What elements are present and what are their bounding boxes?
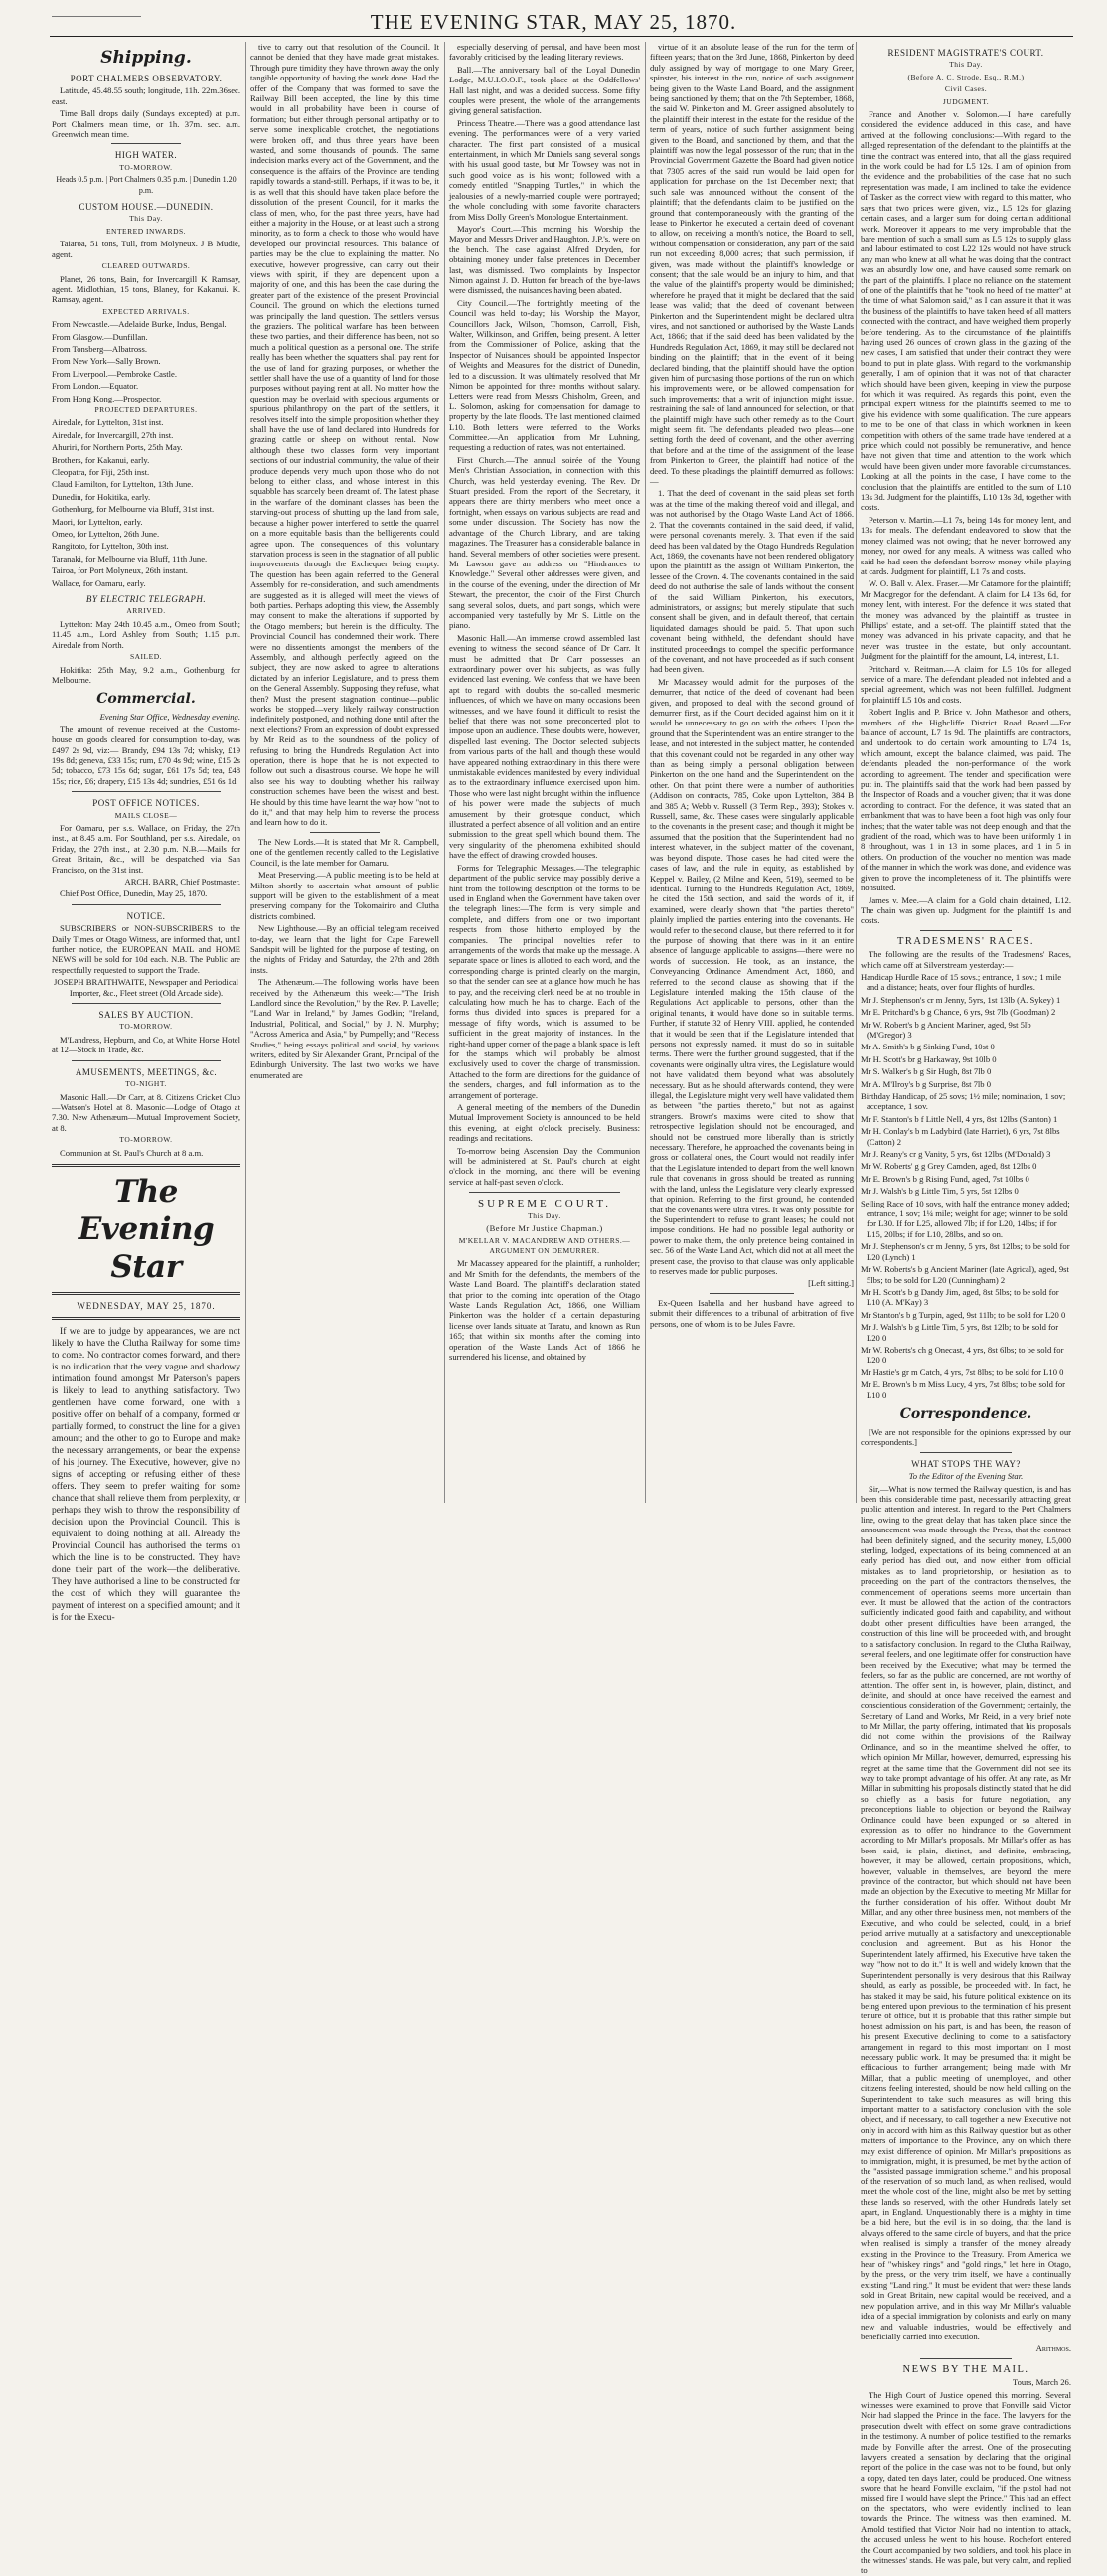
news-item: Ex-Queen Isabella and her husband have agreed to submit their differences to a tribunal of arbitration of five persons, one of whom is to be Jules Favre.: [650, 1297, 854, 1329]
news-item: A general meeting of the members of the Dunedin Mutual Improvement Society is announced to be held this evening, at eight o'clock precisely. Business: readings and recitations.: [449, 1102, 640, 1144]
entered-text: Taiaroa, 51 tons, Tull, from Molyneux. J B Mudie, agent.: [52, 239, 240, 259]
post-office-heading: POST OFFICE NOTICES.: [92, 798, 200, 809]
news-item: The Athenæum.—The following works have been received by the Athenæum this week:—"The Irish Landlord since the Revolution," by the Rev. P. Lavelle; "Land War in Ireland," by James Godkin; "Ireland, Industrial, Political, and Social," by J. N. Murphy; "Across America and Asia," by Pumpelly; and "Recess Studies," being essays political and social, by various writers, edited by Sir Alexander Grant, Principal of the Edinburgh University. The last two works we have enumerated are: [250, 977, 439, 1080]
news-item: Ball.—The anniversary ball of the Loyal Dunedin Lodge, M.U.I.O.O.F., took place at the Oddfellows' Hall last night, and was a decided success. Some fifty couples were present, the whole of the arrangements giving general satisfaction.: [449, 64, 640, 116]
supreme-court-heading: SUPREME COURT.: [477, 1198, 612, 1210]
divider: [920, 930, 1012, 931]
news-item: especially deserving of perusal, and have been most favorably criticised by the leading literary reviews.: [449, 42, 640, 63]
list-item: Dunedin, for Hokitika, early.: [52, 491, 151, 502]
masthead: [0, 0, 1107, 40]
news-by-mail-heading: NEWS BY THE MAIL.: [902, 2363, 1029, 2375]
divider: [72, 1060, 221, 1061]
court-text-demurrer: 1. That the deed of covenant in the said pleas set forth was at the time of the making thereof void and illegal, and was not authorised by the Otago Waste Land Act of 1866. 2. That the covenants contained in the said deed, if valid, were personal covenants merely. 3. That even if the said deed has been validated by the Otago Hundreds Regulation Act, 1869, the covenants have not been rendered obligatory upon the plaintiff as the assign of William Pinkerton, the lessee of the Crown. 4. The covenants contained in the said deed do not authorise the sale of lands without the consent of the said William Pinkerton, his executors, administrators, or assigns; but merely stipulate that such consent shall be given, and in default thereof, that certain liquidated damages should be paid. 5. That upon such covenant being withheld, the defendant should have instituted proceedings to compel the specific performance of the covenant, and not have proceeded as if such consent had been given.: [650, 488, 854, 675]
divider: [111, 143, 181, 144]
list-item: From London.—Equator.: [52, 381, 139, 392]
list-item: Brothers, for Kakanui, early.: [52, 454, 150, 465]
list-item: From Tonsberg—Albatross.: [52, 343, 147, 354]
list-item: Maori, for Lyttelton, early.: [52, 516, 143, 527]
race-result: Mr Stanton's b g Turpin, aged, 9st 11lb; to be sold for L20 0: [861, 1309, 1066, 1320]
list-item: Tairoa, for Port Molyneux, 26th instant.: [52, 565, 188, 576]
list-item: Ahuriri, for Northern Ports, 25th May.: [52, 442, 183, 453]
court-case: Peterson v. Martin.—L1 7s, being 14s for money lent, and 13s for meals. The defendant endeavored to show that the money claimed was not owing; that he never borrowed any money, nor owed for any meals. A witness was called who said he had seen the defendant borrow money while playing at cards. Judgment for plaintiff, L1 7s and costs.: [861, 514, 1071, 576]
race-result: Mr F. Stanton's b f Little Nell, 4 yrs, 8st 12lbs (Stanton) 1: [861, 1113, 1058, 1124]
race-result: Mr W. Roberts's ch g Onecast, 4 yrs, 8st 6lbs; to be sold for L20 0: [861, 1344, 1064, 1366]
court-case: France and Another v. Solomon.—I have carefully considered the evidence adduced in this case, and have arrived at the following conclusions:—With regard to the alleged representation of the defendant to the plaintiffs at the time the contract was entered into, that all the glass required in the work could be had for L5 12s. I am of opinion from the evidence and the probabilities of the case that no such representation was made, I am inclined to take the evidence of Tasker as the correct view with regard to this matter, who says that two prices were given, viz., L5 12s for glazing certain cases, and a larger sum for doing certain additional work. Moreover it appears to me very improbable that the bare mention of such a small sum as L5 12s to supply glass and labour estimated to cost L22 12s would not have struck any man who knew at all what he was doing that the contract was an absurdly low one, and have caused some remark on the part of the plaintiffs. I place no reliance on the statement of one of the plaintiffs that he "took no heed of the matter" at the time of what Salomon said," as I can assure it that it was the business of the plaintiffs to have taken heed of all matters connected with the contract, and have weighed them properly before tendering. As to the circumstance of the plaintiffs having used 26 ounces of crown glass in the glazing of the new cases, I am satisfied that under their contract they were bound to put in plate glass. With regard to the workmanship generally, I am of opinion that it was not of that character which should have been given, keeping in view the purpose for which it was required. As regards this point, even the principal expert witness for the plaintiffs seemed to me to give his evidence with some qualification. The cure appears to me to be one of that class in which workmen in keen competition with others of the same trade have tendered at a price which could not possibly be remunerative, and hence have not given that time and attention to the work which would have been given under more favorable circumstances. Looking at all the points in the case, I have come to the conclusion that the plaintiffs are entitled to the sum of L10 13s 3d. Judgment for the plaintiffs, L10 13s 3d, together with costs.: [861, 109, 1071, 513]
page-title: THE EVENING STAR, MAY 25, 1870.: [370, 10, 737, 34]
letter-text: Sir,—What is now termed the Railway question, is and has been this considerable time past, necessarily attracting great public attention and interest. In regard to the Port Chalmers line, owing to the great delay that has taken place since the announcement was made through the Press, that the contract had been definitely signed, and the security money, L5,000 sterling, lodged, expectations of its being commenced at an early period has died out, and now either from official mistakes as to land proprietorship, or hesitation as to proceeding on the part of the contractors themselves, the commencement of operations seems more uncertain than ever. It must be allowed that the action of the contractors sufficiently indicated good faith and capability, and without doubt other present difficulties have been arranged, the construction of this line will be proceeded with, and brought to a satisfactory conclusion. In regard to the Clutha Railway, several feelers, and one legitimate offer for construction have been received by the Executive; what may be termed the feelers, so far as the public are concerned, are not worthy of attention. The offer sent in, is however, plain, distinct, and definite, and should at once have received the earnest and conscientious consideration of the Government; certainly, the Secretary of Land and Works, Mr Reid, in a very brief note to Mr Millar, the party offering, intimated that his proposals did not come within the provisions of the Railway Ordinance, and so in the meantime shelved the offer, to which opinion Mr Millar, however, demurred, expressing his regret at the same time that the Government did not see its way to take prompt advantage of his offer. At any rate, as Mr Millar in submitting his proposals distinctly stated that he did so chiefly as a basis for future negotiation, any preconceptions liable to objection or beyond the Railway Ordinance could have been expunged or so altered in expression as to offer no hindrance to the Government according to Mr Millar's proposals. Mr Millar's offer as has been said, is plain, distinct, and definite, embracing, however, it may be allowed, certain propositions, which, however, valuable in themselves, are beyond the mere province of the contractor, but which should not have been made an objection by the Executive to meeting Mr Millar for the further consideration of his offer. Without doubt Mr Millar, and any other three business men, not members of the Executive, and who could be selected, could, in a brief period arrive mutually at a satisfactory and unexceptionable conclusion and agreement. But as his Honor the Superintendent lately affirmed, his Executive have taken the way "how not to do it." It is well and widely known that the Superintendent personally is very desirous that this Railway should, as early as possible, be proceeded with. In fact, he has staked it may be said, his future political existence on its being entered upon previous to the termination of his present tenure of office, but it is probable that this rather simple but honest admission on his part, is and has been, the reason of his present Executive declining to come to a satisfactory arrangement in regard to this most important on I most necessary public work. It may be presumed that it might be efficacious to further arrangement; being made with Mr Millar, that a public meeting of unemployed, and other citizens feeling interested, should be now held calling on the Superintendent to take such measures as will bring this important matter to a satisfactory conclusion with the sole object, and if necessary, to call together a new Executive not only in accord with him as this Railway question but as other matters of importance to the Province, any on which there may exist difference of opinion. Mr Millar's propositions as to immigration, might, it is presumed, be met by the action of the "assisted passage immigration scheme," and his proposal of the reservation of so much land, as when realised, would meet the whole cost of the line, might also be met by setting these lands so reserved, with the other Hundreds lately set apart, in England. Unquestionably there is a mighty in time be a bid here, but the evil is in so doing, that the land is always offered to the same circle of buyers, and that the price when realised is simply a transfer of the money already existing in the Province to the Treasury. From America we hear of "whiskey rings" and "gold rings," let here in Otago, by the press, or the very trim itself, we have a continually existing "Land ring." It must be evident that were these lands sold in Great Britain, new capital would be received, and a new population arrive, and in this way Mr Millar's valuable idea of a special immigration by colonists and early on many new and valuable industries, would be effectively and beneficially carried into execution.: [861, 1483, 1071, 2341]
race-result: Mr H. Scott's b g Dandy Jim, aged, 8st 5lbs; to be sold for L10 (A. M'Kay) 3: [861, 1286, 1059, 1308]
observatory-text: Latitude, 45.48.55 south; longitude, 11h. 22m.36sec. east.: [52, 85, 240, 106]
race-result: Mr A. Smith's b g Sinking Fund, 10st 0: [861, 1042, 995, 1052]
judgment-heading: JUDGMENT.: [942, 96, 990, 106]
leader-article: [52, 1326, 240, 1624]
commercial-text: The amount of revenue received at the Customs-house on goods cleared for consumption to-day, was £497 2s 9d, viz:— Brandy, £94 13s 7d; whisky, £19 19s 8d; geneva, £33 15s; rum, £70 4s 9d; wine, £15 2s 5d; tobacco, £73 15s 6d; sugar, £61 17s 5d; tea, £48 15s; rice, £6; drapery, £15 13s 4d; sundries, £51 6s 1d.: [52, 724, 240, 786]
projected-list: [52, 417, 240, 588]
divider: [72, 904, 221, 905]
race-result: Mr E. Brown's b g Rising Fund, aged, 7st 10lbs 0: [861, 1173, 1029, 1184]
court-case: James v. Mee.—A claim for a Gold chain detained, L12. The chain was given up. Judgment for the plaintiff 1s and costs.: [861, 894, 1071, 926]
list-item: From Newcastle.—Adelaide Burke, Indus, Bengal.: [52, 319, 227, 330]
high-water-heading: HIGH WATER.: [114, 150, 178, 161]
news-item: Mayor's Court.—This morning his Worship the Mayor and Messrs Driver and Haughton, J.P.'s, were on the bench. The case against Alfred Dryden, for obtaining money under false pretences in December last, was dismissed. Two complaints by Inspector Nimon against J. D. Hutton for breach of the bye-laws were dismissed, the nuisances having been abated.: [449, 223, 640, 296]
news-item: New Lighthouse.—By an official telegram received to-day, we learn that the light for Cape Farewell Sandspit will be lighted for the purpose of testing, on the nights of Friday and Saturday, the 27th and 28th insts.: [250, 923, 439, 975]
correspondence-note: [We are not responsible for the opinions expressed by our correspondents.]: [861, 1426, 1071, 1448]
post-office-text: For Oamaru, per s.s. Wallace, on Friday, the 27th inst., at 8.45 a.m. For Southland, per s.s. Airedale, on Friday, the 27th inst., at 2.30 p.m. N.B.—Mails for Great Britain, &c., will be despatched via San Francisco, on the 31st inst.: [52, 822, 240, 875]
news-item: Princess Theatre.—There was a good attendance last evening. The performances were of a very varied character. The first part consisted of a musical entertainment, in which Mr Daniels sang several songs with his usual good taste, but Mr Towsey was not in such good voice as is his wont; followed with a comedy entitled "Snapping Turtles," in which the jealousies of a newly-married couple were portrayed; the whole concluding with some favorite characters from Miss Dolly Green's Monologue Entertainment.: [449, 117, 640, 222]
cleared-heading: CLEARED OUTWARDS.: [101, 261, 191, 271]
news-date: Tours, March 26.: [1012, 2377, 1071, 2388]
court-text: Mr Macassey appeared for the plaintiff, a runholder; and Mr Smith for the defendants, the members of the Waste Land Board. The plaintiff's declaration stated that prior to the coming into operation of the Otago Waste Lands Regulation Act, 1866, one William Pinkerton was the holder of a certain depasturing license over lands situate at Taratu, and known as Run 165; that within six months after the coming into operation of the Waste Lands Act of 1866 he surrendered his license, and obtained by: [449, 1258, 640, 1362]
list-item: Wallace, for Oamaru, early.: [52, 577, 146, 588]
race-result: Mr H. Scott's br g Harkaway, 9st 10lb 0: [861, 1053, 997, 1064]
amusements-sub-2: TO-MORROW.: [119, 1135, 173, 1145]
high-water-sub: TO-MORROW.: [119, 162, 173, 172]
double-rule: [52, 1164, 240, 1167]
shipping-title: Shipping.: [100, 48, 192, 68]
evening-star-banner: The Evening Star: [78, 1173, 215, 1285]
amusements-text-2: Communion at St. Paul's Church at 8 a.m.: [60, 1147, 204, 1158]
column-rule: [444, 42, 445, 1503]
column-rule: [856, 42, 857, 1503]
letter-heading: WHAT STOPS THE WAY?: [911, 1458, 1021, 1469]
race-result: Mr H. Conlay's b m Ladybird (late Harriet), 6 yrs, 7st 8lbs (Catton) 2: [861, 1126, 1060, 1147]
letter-to: To the Editor of the Evening Star.: [908, 1471, 1024, 1482]
commercial-date: Evening Star Office, Wednesday evening.: [99, 712, 240, 723]
arrived-sub: ARRIVED.: [126, 606, 166, 616]
race-result: Mr J. Walsh's b g Little Tim, 5 yrs, 8st 12lb; to be sold for L20 0: [861, 1322, 1059, 1343]
arrived-text: Lyttelton: May 24th 10.45 a.m., Omeo from South; 11.45 a.m., Lord Ashley from South; 1.15 p.m. Airedale from North.: [52, 618, 240, 650]
race-result: Mr J. Stephenson's cr m Jenny, 5 yrs, 8st 12lbs; to be sold for L20 (Lynch) 1: [861, 1241, 1070, 1262]
expected-heading: EXPECTED ARRIVALS.: [102, 306, 190, 316]
race-result: Mr W. Roberts's b g Ancient Mariner (late Agrical), aged, 9st 5lbs; to be sold for L20 (Cunningham) 2: [861, 1264, 1069, 1285]
observatory-text-2: Time Ball drops daily (Sundays excepted) at p.m. Port Chalmers mean time, or 1h. 37m. sec. a.m. Greenwich mean time.: [52, 108, 240, 140]
divider: [310, 832, 380, 833]
column-5: [861, 42, 1071, 2576]
letter-sign: Arithmos.: [1035, 2343, 1071, 2354]
race-result: Mr J. Walsh's b g Little Tim, 5 yrs, 5st 12lbs 0: [861, 1186, 1019, 1197]
amusements-sub: TO-NIGHT.: [125, 1079, 167, 1089]
tides-line: Heads 0.5 p.m. | Port Chalmers 0.35 p.m. | Dunedin 1.20 p.m.: [56, 175, 237, 195]
telegraph-heading: BY ELECTRIC TELEGRAPH.: [85, 594, 207, 605]
customs-heading: CUSTOM HOUSE.—DUNEDIN.: [79, 202, 214, 213]
column-1: [52, 42, 240, 1624]
list-item: Cleopatra, for Fiji, 25th inst.: [52, 467, 150, 477]
case-title: M'KELLAR V. MACANDREW AND OTHERS.—ARGUMENT ON DEMURRER.: [458, 1235, 631, 1255]
news-item: The New Lords.—It is stated that Mr R. Campbell, one of the gentlemen recently called to the Legislative Council, is the late member for Oamaru.: [250, 836, 439, 868]
sailed-sub: SAILED.: [129, 652, 163, 662]
expected-list: [52, 319, 240, 403]
correspondence-title: Correspondence.: [899, 1405, 1032, 1422]
commercial-title: Commercial.: [96, 691, 196, 708]
list-item: Taranaki, for Melbourne via Bluff, 11th June.: [52, 553, 208, 564]
races-intro: The following are the results of the Tradesmens' Races, which came off at Silverstream yesterday:—: [861, 949, 1071, 970]
double-rule: [52, 1292, 240, 1295]
left-sitting: [Left sitting.]: [808, 1278, 854, 1289]
sales-heading: SALES BY AUCTION.: [98, 1010, 194, 1021]
news-item: To-morrow being Ascension Day the Communion will be administered at St. Paul's church at eight o'clock in the morning, and there will be evening service at half-past seven o'clock.: [449, 1145, 640, 1187]
observatory-heading: PORT CHALMERS OBSERVATORY.: [70, 74, 223, 83]
customs-sub: This Day.: [129, 214, 163, 224]
notice-heading: NOTICE.: [126, 910, 166, 921]
race-result: Mr Hastie's gr m Catch, 4 yrs, 7st 8lbs; to be sold for L10 0: [861, 1367, 1064, 1377]
court-case: W. O. Ball v. Alex. Fraser.—Mr Catamore for the plaintiff; Mr Macgregor for the defendant. A claim for L4 13s 6d, for money lent, with interest. For the defence it was stated that the money was advanced by the plaintiff as trustee in Phillips' estate, and a set-off. The plaintiff stated that the money was advanced in his private capacity, and that he never was trustee in the estate, but only accountant. Judgment for the plaintiff for the amount, L4, interest, L1.: [861, 578, 1071, 662]
rm-court-sub: This Day.: [949, 60, 983, 70]
divider: [72, 1003, 221, 1004]
supreme-court-judge: (Before Mr Justice Chapman.): [486, 1223, 603, 1234]
sailed-text: Hokitika: 25th May, 9.2 a.m., Gothenburg for Melbourne.: [52, 664, 240, 685]
list-item: From New York—Sally Brown.: [52, 356, 161, 367]
amusements-text: Masonic Hall.—Dr Carr, at 8. Citizens Cricket Club—Watson's Hotel at 8. Masonic—Lodge of Otago at 7.30. New Athenæum—Mutual Improvement Society, at 8.: [52, 1091, 240, 1133]
race-result: Mr W. Robert's b g Ancient Mariner, aged, 9st 5lb (M'Gregor) 3: [861, 1019, 1031, 1040]
rm-court-heading: RESIDENT MAGISTRATE'S COURT.: [887, 48, 1044, 58]
entered-heading: ENTERED INWARDS.: [105, 226, 187, 236]
divider: [920, 2358, 1012, 2359]
editorial-continued: tive to carry out that resolution of the Council. It cannot be denied that they have made great mistakes. Through pure timidity they have thrown away the only tangible opportunity of having the work done. Had the offer of the Company that was formed to save the Railway Bill been accepted, the line by this time would in all probability have been in course of formation; but either through personal antipathy or to serve some inexplicable crotchet, the negotiations were broken off, and thus three years have been wasted, and some thousands of pounds. The same indecision marks every act of the Government, and the consequence is the affairs of the Province are tending rapidly towards a stand-still. Perhaps, if it was to be, it is as well that this should have taken place before the dissolution of the present Council, for it marks the class of men, who, for the past three years, have had either a majority in the House, or at least such a strong minority, as to form a check to those who would have developed our provincial resources. This balance of parties may be the clue to explaining the matter. No executive, however progressive, can carry out their views with spirit, if they are dependent upon a majority of one, and this has been the case during the greater part of the existence of the present Provincial Council. The ground on which the elections turned was principally the land question. The settlers versus the graziers. The political warfare has been between these two parties, and their difference has been, not so much a political question as a personal one. The strife really has been whether the squatters shall pay rent for the use of land for grazing purposes, or whether the settler shall have the use of a quantity of land for those purposes without paying rent at all. No matter how the question may be overlaid with specious arguments or spurious philanthropy on the part of the settlers, it resolves itself into the simple proposition whether they shall have the use of land declared into Hundreds for grazing cattle or sheep on without rental. Now although these two classes form very important sections of our industrial community, the value of their produce depends very much upon those who do not belong to either class, and whose interest in this squabble has scarcely been dreamt of. The latest phase in the warfare of the dominant classes has been the starving-out process of shutting up the land from sale, because a higher power interfered to settle the quarrel on a more equitable basis than the belligerents could agree upon. The consequences of this voluntary starvation process is seen in the stagnation of all public improvements through the Exchequer being empty. The question has been again referred to the General Assembly for re-consideration, and such amendments are suggested as it is alleged will meet the views of both parties. Perhaps adopting this view, the Assembly may consent to make the alterations if supported by the Otago members; but herein is the difficulty. The Provincial Council has condemned their work. There were no dissentients amongst the members of the Assembly, and although perfectly agreed on the subject, they are now asked to agree to alterations dictated by an inferior Legislature, and to press them on the General Assembly. Supposing they refuse, what then? Must the present stagnation continue—public works be stopped—very likely railway construction indefinitely postponed, and nothing done until after the next elections? From an expression of doubt expressed by Mr Reid as to the soundness of the policy of refusing to bring the Hundreds Regulation Act into operation, there is hope that he is not expected to follow out such a disastrous course. We hope he will also see his way to doubting whether his railway construction schemes have been the wisest and best. He should by this time have learnt the way how "not to do it," and that may help him to reverse the process and learn how to do it.: [250, 42, 439, 828]
court-text-argument: Mr Macassey would admit for the purposes of the demurrer, that notice of the deed of covenant had been given, and proposed to deal with the second ground of demurrer first, as if the Court decided against him on it it would be unnecessary to go on with the others. Upon the ground that the Superintendent was an entire stranger to the lease, and not interested in the subject matter, he contended that this covenant could not be regarded in any other way than as being simply a personal obligation between Pinkerton on the one hand and the Superintendent on the other. On that point there were a number of authorities (Addison on contracts, 785, Coke upon Lyttelton, 384 B and 385 A; Webb v. Russell (3 Term Rep., 393); Stokes v. Russell, same, &c. These cases were singularly applicable to the covenants in the present case; and though it might be assumed that the position that the Superintendent had no interest whatever, in the subject matter of the covenant, was beyond dispute. Those cases he had cited were the cases of law, and the rule in equity, as established by Keppel v. Bailey, (2 Milne and Keen, 519), seemed to be identical. Turning to the Hundreds Regulation Act, 1869, he cited the 15th section, and said the words of it, if examined, were clearly shown that "the parties thereto" plainly implied the parties entering into the covenants. He would refer to the second clause, but there referred to it for the purpose of showing that there was in it an entire absence of language applicable to assigns—there were no words of succession. He took, as an instance, the Conveyancing Ordinance Amendment Act, 1860, and referred to the second clause as showing that if the Legislature intended making the 15th clause of the Regulations Act applicable to persons, other than the original tenants, it would have done so in suitable terms. Further, if statute 32 of Henry VIII. applied, he contended that it would be seen that if the Legislature intended that persons not expressly named, it must do so in suitable terms. There were the further ground suggested, that if the covenants were originally ultra vires, the Legislature would not have validated them beyond what was absolutely necessary. But as he should afterwards contend, they were illegal, the Legislature might very well have validated them as between "the parties thereto," but not as against strangers. Brown's maxims were cited to show that retrospective legislation should not be encouraged, and should not be construed more liberally than is strictly necessary. Therefore, he approached the covenants being in gross or collateral ones, the Court would not readily infer that the Legislature intended to depart from the well known rule that covenants in gross should be treated as running with the land, unless the Legislature very clearly expressed that opinion. Referring to the first ground, he contended that the covenants were ultra vires. It was only possible for the Superintendent to refuse to grant leases; he could not impose conditions. He had no possible legal authority or power to make them, the only pretence being contained in sec. 56 of the Waste Land Act, which did not at all meet the present case, the proviso to that clause was only applicable to reserves made for public purposes.: [650, 676, 854, 1276]
divider: [72, 791, 221, 792]
news-item: Masonic Hall.—An immense crowd assembled last evening to witness the second séance of Dr Carr. It must be admitted that Dr Carr possesses an extraordinary power over his subjects, as was fully evidenced last evening. We confess that we have been apt to regard with doubts the so-called mesmeric influences, of which we have on many occasions been witnesses, and we have found it difficult to resist the belief that there was not some preconcerted plot to impose upon an audience. These doubts were, however, dispelled last evening. The Doctor selected subjects from various parts of the hall, and though these would have appeared nothing extraordinary in this there were unmistakable evidences manifested by every individual as to the extraordinary influence exercised upon him. Those who were last night brought within the influence of his power were made the subjects of much amusement by their grotesque conduct, which illustrated a perfect absence of all volition and an entire submission to the great spell which bound them. The very singularity of the phenomena exhibited should have the effect of drawing crowded houses.: [449, 632, 640, 861]
race-result: Handicap Hurdle Race of 15 sovs.; entrance, 1 sov.; 1 mile and a distance; heats, over four flights of hurdles.: [861, 971, 1062, 993]
rm-court-judge: (Before A. C. Strode, Esq., R.M.): [907, 72, 1025, 81]
leader-text: If we are to judge by appearances, we are not likely to have the Clutha Railway for some time to come. No contractor comes forward, and there is no indication that the very vague and shadowy intimation found amongst Mr Paterson's papers is likely to lead to anything satisfactory. Two gentlemen have come forward, one with a positive offer on behalf of a company, formed or partially formed, to construct the line for a given amount; and the other to go to Europe and make the necessary arrangements, or bear the expense of his journey. The Executive, however, give no signs of accepting or refusing either of these offers. They seem to prefer waiting for some chance that shall relieve them from perplexity, or perhaps they wish to throw the responsibility of decision upon the Provincial Council. This is equivalent to doing nothing at all. Already the Provincial Council has authorised the terms on which the line is to be constructed. They have done their part of the work—the deliberative. They have authorised a line to be constructed for the cost of which they will guarantee the payment of interest on a specified amount; and it is for the Execu-: [52, 1326, 240, 1624]
column-3: [449, 42, 640, 1503]
notice-text: SUBSCRIBERS or NON-SUBSCRIBERS to the Daily Times or Otago Witness, are informed that, until further notice, the EUROPEAN MAIL and HOME NEWS will be sold for 10d each. N.B. The Public are respectfully requested to support the Trade.: [52, 923, 240, 975]
list-item: Rangitoto, for Lyttelton, 30th inst.: [52, 541, 169, 552]
race-result: Mr J. Reany's cr g Vanity, 5 yrs, 6st 12lbs (M'Donald) 3: [861, 1149, 1051, 1160]
race-result: Selling Race of 10 sovs, with half the entrance money added; entrance, 1 sov; 1¼ mile; weight for age; winner to be sold for L30. If for L25, allowed 7lb; if for L20, 14lbs; if for L15, 20lbs; if for L10, 28lbs, and so on.: [861, 1198, 1070, 1239]
sales-sub: TO-MORROW.: [119, 1022, 173, 1032]
race-result: Mr A. M'Ilroy's b g Surprise, 8st 7lb 0: [861, 1078, 992, 1089]
divider: [469, 1192, 620, 1193]
civil-cases: Civil Cases.: [944, 84, 988, 94]
news-text: The High Court of Justice opened this morning. Several witnesses were examined to prove that Fonville said Victor Noir had slapped the Prince in the face. The lawyers for the prosecution dwelt with effect on some grave contradictions in the testimony. A number of police testified to the remarks made by Fonville after the arrest. One of the prosecuting lawyers created a sensation by declaring that the original report of the police in the case was not to be found, but only a copy, dated ten days later, could be produced. One witness swore that he heard Fonville exclaim, "if the pistol had not missed fire I would have slept the Prince." This had an effect on the spectators, who were evidently inclined to lean towards the Prince. The witness was then examined. M. Arnold testified that Victor Noir had no intention to attack, the accused unless he went to his house. Rochefort entered the Court accompanied by two soldiers, and took his place in the witnesses' stands. He was pale, but very calm, and replied to: [861, 2389, 1071, 2576]
news-item: City Council.—The fortnightly meeting of the Council was held to-day; his Worship the Mayor, Councillors Jack, Wilson, Thomson, Carroll, Fish, Walter, Wilkinson, and Griffen, being present. A letter from the Commissioner of Police, asking that the Inspector of Nuisances should be appointed Inspector of Weights and Measures for the district of Dunedin, led to a discussion. It was ultimately resolved that Mr Nimon be appointed for three months without salary. Letters were read from Messrs Chisholm, Green, and L. Solomon, asking for compensation for damage to property by the late floods. The last mentioned claimed L10. Both letters were referred to the Works Committee.—An application from Mr Luhning, requesting a reduction of rates, was not entertained.: [449, 297, 640, 453]
news-item: Meat Preserving.—A public meeting is to be held at Milton shortly to ascertain what amount of public support will be given to the establishment of a meat preserving company for the Tokomairiro and Clutha districts combined.: [250, 870, 439, 921]
amusements-heading: AMUSEMENTS, MEETINGS, &c.: [75, 1066, 218, 1077]
list-item: Claud Hamilton, for Lyttelton, 13th June.: [52, 479, 194, 490]
race-result: Birthday Handicap, of 25 sovs; 1½ mile; nomination, 1 sov; acceptance, 1 sov.: [861, 1091, 1066, 1112]
list-item: From Liverpool.—Pembroke Castle.: [52, 368, 178, 379]
sales-text: M'Landress, Hepburn, and Co, at White Horse Hotel at 12—Stock in Trade, &c.: [52, 1034, 240, 1055]
list-item: Airedale, for Invercargill, 27th inst.: [52, 429, 174, 440]
list-item: Airedale, for Lyttelton, 31st inst.: [52, 417, 164, 428]
column-rule: [245, 42, 246, 1503]
divider: [920, 1452, 1012, 1453]
column-4: [650, 42, 854, 1503]
post-office-sign: ARCH. BARR, Chief Postmaster.: [124, 877, 240, 886]
list-item: From Glasgow.—Dunfillan.: [52, 331, 148, 342]
list-item: From Hong Kong.—Prospector.: [52, 393, 162, 403]
mails-sub: MAILS CLOSE—: [114, 810, 178, 820]
news-item: First Church.—The annual soirée of the Young Men's Christian Association, in connection with this Church, was held yesterday evening. The Rev. Dr Stuart presided. From the report of the Secretary, it appears there are thirty members who meet once a fortnight, when essays on various subjects are read and some under discussion. The Society has now the advantage of the Church Library, and are taking magazines. The Treasurer has a considerable balance in hand. Several members of other societies were present. Mr Lawson gave an address on "Hindrances to Knowledge." Several other addresses were given, and in the course of the evening, under the direction of Mr Stewart, the precentor, the choir of the First Church sang several solos, duets, and part songs, which were accompanied very tastefully by Mr S. Little on the piano.: [449, 454, 640, 631]
column-2: [250, 42, 439, 1503]
list-item: Omeo, for Lyttelton, 26th June.: [52, 529, 160, 540]
list-item: Gothenburg, for Melbourne via Bluff, 31st inst.: [52, 504, 215, 515]
court-text-continued: virtue of it an absolute lease of the run for the term of fifteen years; that on the 3rd June, 1868, Pinkerton by deed duly assigned by way of mortgage to one Mary Greer, spinster, his interest in the run, notice of such assignment being given to the Waste Land Board, and the assignment being sanctioned by them; that on the 7th September, 1868, the said W. Pinkerton and M. Greer assigned absolutely to the plaintiff their interest in the estate for the residue of the term of years, notice of such further assignment being given to the Board, and sanctioned by them, and that the plaintiff was now the legal possessor of the run; that in the Provincial Government Gazette the Board had given notice that 7305 acres of the said run would be laid open for application for purchase on the 1st December next; that such sale was announced without the consent of the plaintiff; that the defendants claim to be justified on the ground that contemporaneously with the granting of the lease to Pinkerton he executed a certain deed of covenant to allow, on receiving a month's notice, the Board to sell, without compensation or consideration, any part of the said run not exceeding 8,000 acres; that such permission, if given, was made without the plaintiff's knowledge or consent; that the sale would be an injury to him, and that the value of the plaintiff's property would be diminished; wherefore he prayed that it might be declared that the said lease was valid; that the deed of covenant between Pinkerton and the Superintendent might be declared ultra vires, and not sanctioned or authorised by the Waste Lands Act, 1866; that if the said deed has been validated by the Hundreds Regulation Act, 1869, it may still be declared not binding on the plaintiff; that in the event of it being declared binding, that the plaintiff should have the option given him of purchasing those portions of the run on which his improvements were, or be allowed compensation for such improvements; that a writ of injunction might issue, restraining the sale of land announced for selection, or that the plaintiff might have such other remedy as to the Court might seem fit. The defendants pleaded two pleas—one setting forth the deed of covenant, and the other averring that before and at the time of the assignment of the lease from Pinkerton to Greer, the plaintiff had notice of the deed. To these pleadings the plaintiff demurred as follows:—: [650, 42, 854, 487]
cleared-text: Planet, 26 tons, Bain, for Invercargill K Ramsay, agent. Midlothian, 15 tons, Blaney, for Kakanui. K. Ramsay, agent.: [52, 273, 240, 305]
court-case: Robert Inglis and P. Brice v. John Matheson and others, members of the Highcliffe District Road Board.—For balance of account, L7 1s 9d. The plaintiffs are contractors, and undertook to do certain work amounting to L74 1s, which amount, except the balance claimed, was paid. The defendants pleaded the non-performance of the work according to agreement. The tender and specification were put in. The plaintiffs said that the work had been passed by the Inspector of Roads and a voucher given; that it was done according to contract. For the defence, it was stated that an embankment that was to have been a foot high was only four inches; that the water table was not deep enough, and that the gradient of the road, which was to have been uniformly 1 in 8 throughout, was 1 in 13 in some places, and 1 in 5 in others. On production of the voucher no mention was made of the manner in which the work was done, and evidence was given to prove the incompleteness of it. The plaintiffs were nonsuited.: [861, 707, 1071, 893]
race-result: Mr E. Brown's b m Miss Lucy, 4 yrs, 7st 8lbs; to be sold for L10 0: [861, 1379, 1066, 1400]
column-rule: [645, 42, 646, 1503]
news-item: Forms for Telegraphic Messages.—The telegraphic department of the public service may possibly derive a hint from the following description of the forms to be used in England when the Government have taken over the telegraph lines:—The form is very simple and complete, and differs from one or two important respects from those hitherto employed by the companies. The principal novelties refer to arrangements of the words that make up the message. A separate space or lines is allotted to each word, and the corresponding charge is printed clearly on the margin, so that the sender can see at a glance how much he has to pay, and the receiving clerk need be at no trouble in calculating how much he has to charge. Each of the forms thus divided into spaces is prepared for a message of fifty words, which is assumed to be sufficient in the great majority of instances. In the right-hand upper corner of the page a blank space is left for the stamps which will probably be almost exclusively used to cover the charge of transmission. Attached to the form are directions for the guidance of the senders, charges, and full information as to the arrangement of porterage.: [449, 862, 640, 1100]
double-rule: [52, 1317, 240, 1320]
race-result: Mr J. Stephenson's cr m Jenny, 5yrs, 1st 13lb (A. Sykey) 1: [861, 994, 1061, 1005]
race-result: Mr W. Roberts' g g Grey Camden, aged, 8st 12lbs 0: [861, 1161, 1037, 1172]
projected-heading: PROJECTED DEPARTURES.: [94, 404, 198, 414]
dateline: WEDNESDAY, MAY 25, 1870.: [77, 1300, 216, 1311]
races-heading: TRADESMENS' RACES.: [897, 935, 1034, 947]
race-results: [861, 972, 1071, 1400]
masthead-rule: [50, 36, 1073, 37]
post-office-date: Chief Post Office, Dunedin, May 25, 1870.: [60, 888, 208, 899]
divider: [710, 1293, 794, 1294]
race-result: Mr S. Walker's b g Sir Hugh, 8st 7lb 0: [861, 1066, 992, 1077]
race-result: Mr E. Pritchard's b g Chance, 6 yrs, 9st 7lb (Goodman) 2: [861, 1007, 1056, 1018]
notice-sign: JOSEPH BRAITHWAITE, Newspaper and Periodical Importer, &c., Fleet street (Old Arcade side).: [54, 977, 238, 998]
court-case: Pritchard v. Reitman.—A claim for L5 10s for alleged service of a mare. The defendant pleaded not indebted and a special agreement, which was not been fulfilled. Judgment for plaintiff L5 10s and costs.: [861, 663, 1071, 705]
supreme-court-sub: This Day.: [528, 1210, 561, 1220]
